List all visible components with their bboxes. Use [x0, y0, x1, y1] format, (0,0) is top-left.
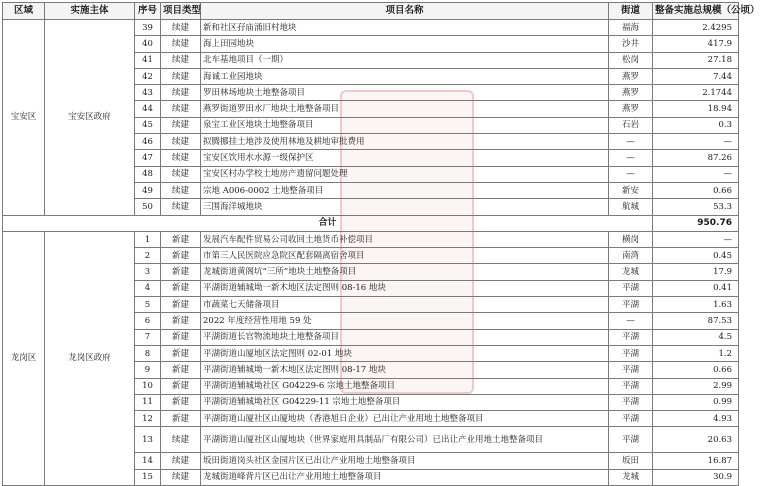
type-cell: 续建: [161, 469, 201, 485]
street-cell: 航城: [609, 199, 653, 215]
total-row: [3, 215, 739, 231]
street-cell: —: [609, 150, 653, 166]
project-name-cell: 平湖街道辅城坳社区 G04229-6 宗地土地整备项目: [201, 378, 609, 394]
type-cell: 新建: [161, 329, 201, 345]
scale-cell: 4.5: [653, 329, 739, 345]
scale-cell: 2.1744: [653, 85, 739, 101]
project-name-cell: 新和社区孖庙涌旧村地块: [201, 20, 609, 36]
serial-cell: 41: [135, 52, 161, 68]
column-header: 区域: [3, 3, 45, 20]
serial-cell: 44: [135, 101, 161, 117]
serial-cell: 49: [135, 182, 161, 198]
scale-cell: 87.53: [653, 313, 739, 329]
serial-cell: 45: [135, 117, 161, 133]
type-cell: 续建: [161, 20, 201, 36]
project-name-cell: 平湖街道山厦社区山厦地块（香港旭日企业）已出让产业用地土地整备项目: [201, 411, 609, 427]
district-cell: 龙岗区: [3, 231, 45, 485]
serial-cell: 6: [135, 313, 161, 329]
header-row: [3, 3, 739, 20]
serial-cell: 47: [135, 150, 161, 166]
scale-cell: 27.18: [653, 52, 739, 68]
scale-cell: 4.93: [653, 411, 739, 427]
type-cell: 新建: [161, 313, 201, 329]
scale-cell: 1.2: [653, 345, 739, 361]
serial-cell: 46: [135, 134, 161, 150]
project-name-cell: 宝安区饮用水水源一级保护区: [201, 150, 609, 166]
table-row: [3, 20, 739, 36]
type-cell: 续建: [161, 150, 201, 166]
type-cell: 新建: [161, 394, 201, 410]
serial-cell: 3: [135, 264, 161, 280]
type-cell: 新建: [161, 280, 201, 296]
total-label: 合计: [3, 215, 653, 231]
type-cell: 续建: [161, 453, 201, 469]
serial-cell: 43: [135, 85, 161, 101]
street-cell: —: [609, 313, 653, 329]
column-header: 整备实施总规模（公顷）: [653, 3, 739, 20]
district-cell: 宝安区: [3, 20, 45, 216]
scale-cell: —: [653, 231, 739, 247]
street-cell: 平湖: [609, 378, 653, 394]
street-cell: —: [609, 166, 653, 182]
total-value: 950.76: [653, 215, 739, 231]
project-name-cell: 市蔬菜七天储备项目: [201, 297, 609, 313]
street-cell: 平湖: [609, 394, 653, 410]
scale-cell: 53.3: [653, 199, 739, 215]
type-cell: 新建: [161, 264, 201, 280]
project-name-cell: 海诚工业园地块: [201, 68, 609, 84]
serial-cell: 13: [135, 427, 161, 453]
scale-cell: 0.99: [653, 394, 739, 410]
street-cell: 横岗: [609, 231, 653, 247]
street-cell: 松岗: [609, 52, 653, 68]
type-cell: 续建: [161, 52, 201, 68]
scale-cell: 0.41: [653, 280, 739, 296]
project-name-cell: 宗地 A006-0002 土地整备项目: [201, 182, 609, 198]
serial-cell: 40: [135, 36, 161, 52]
scale-cell: 0.45: [653, 248, 739, 264]
serial-cell: 14: [135, 453, 161, 469]
project-name-cell: 拟腾挪挂土地涉及使用林地及耕地审批费用: [201, 134, 609, 150]
scale-cell: 2.99: [653, 378, 739, 394]
column-header: 实施主体: [45, 3, 135, 20]
table-row: [3, 231, 739, 247]
street-cell: 平湖: [609, 345, 653, 361]
project-name-cell: 平湖街道辅城坳一新木地区法定图则 08-16 地块: [201, 280, 609, 296]
serial-cell: 10: [135, 378, 161, 394]
serial-cell: 5: [135, 297, 161, 313]
serial-cell: 1: [135, 231, 161, 247]
scale-cell: 417.9: [653, 36, 739, 52]
scale-cell: 0.66: [653, 182, 739, 198]
serial-cell: 15: [135, 469, 161, 485]
scale-cell: 7.44: [653, 68, 739, 84]
serial-cell: 9: [135, 362, 161, 378]
serial-cell: 48: [135, 166, 161, 182]
serial-cell: 7: [135, 329, 161, 345]
column-header: 项目名称: [201, 3, 609, 20]
scale-cell: 2.4295: [653, 20, 739, 36]
column-header: 街道: [609, 3, 653, 20]
street-cell: 新安: [609, 182, 653, 198]
serial-cell: 12: [135, 411, 161, 427]
scale-cell: —: [653, 166, 739, 182]
serial-cell: 2: [135, 248, 161, 264]
street-cell: 龙城: [609, 469, 653, 485]
project-name-cell: 龙城街道峰背片区已出让产业用地土地整备项目: [201, 469, 609, 485]
project-name-cell: 平湖街道辅城坳社区 G04229-11 宗地土地整备项目: [201, 394, 609, 410]
street-cell: 福海: [609, 20, 653, 36]
type-cell: 续建: [161, 36, 201, 52]
agency-cell: 龙岗区政府: [45, 231, 135, 485]
street-cell: 坂田: [609, 453, 653, 469]
project-name-cell: 坂田街道岗头社区金园片区已出让产业用地土地整备项目: [201, 453, 609, 469]
street-cell: 平湖: [609, 297, 653, 313]
street-cell: 龙城: [609, 264, 653, 280]
project-name-cell: 燕罗街道罗田水厂地块土地整备项目: [201, 101, 609, 117]
street-cell: 平湖: [609, 427, 653, 453]
street-cell: 平湖: [609, 362, 653, 378]
serial-cell: 11: [135, 394, 161, 410]
project-name-cell: 市第三人民医院应急院区配套隔离宿舍项目: [201, 248, 609, 264]
serial-cell: 50: [135, 199, 161, 215]
scale-cell: 87.26: [653, 150, 739, 166]
type-cell: 新建: [161, 378, 201, 394]
serial-cell: 8: [135, 345, 161, 361]
land-project-table: [2, 2, 760, 486]
column-header: 项目类型: [161, 3, 201, 20]
project-name-cell: 海上田园地块: [201, 36, 609, 52]
scale-cell: 30.9: [653, 469, 739, 485]
street-cell: 平湖: [609, 280, 653, 296]
serial-cell: 42: [135, 68, 161, 84]
type-cell: 新建: [161, 362, 201, 378]
scale-cell: 1.63: [653, 297, 739, 313]
project-name-cell: 龙城街道黄阁坑“三所”地块土地整备项目: [201, 264, 609, 280]
type-cell: 续建: [161, 68, 201, 84]
type-cell: 续建: [161, 166, 201, 182]
street-cell: —: [609, 134, 653, 150]
project-name-cell: 平湖街道山厦地区法定图则 02-01 地块: [201, 345, 609, 361]
column-header: 序号: [135, 3, 161, 20]
scale-cell: 17.9: [653, 264, 739, 280]
type-cell: 续建: [161, 182, 201, 198]
type-cell: 新建: [161, 297, 201, 313]
type-cell: 续建: [161, 101, 201, 117]
scale-cell: 0.66: [653, 362, 739, 378]
type-cell: 续建: [161, 134, 201, 150]
type-cell: 新建: [161, 231, 201, 247]
street-cell: 平湖: [609, 329, 653, 345]
scale-cell: 20.63: [653, 427, 739, 453]
street-cell: 沙井: [609, 36, 653, 52]
type-cell: 续建: [161, 117, 201, 133]
type-cell: 新建: [161, 345, 201, 361]
project-name-cell: 发展汽车配件贸易公司收回土地货币补偿项目: [201, 231, 609, 247]
type-cell: 新建: [161, 248, 201, 264]
street-cell: 燕罗: [609, 85, 653, 101]
type-cell: 续建: [161, 85, 201, 101]
scale-cell: 18.94: [653, 101, 739, 117]
street-cell: 平湖: [609, 411, 653, 427]
project-name-cell: 三围海洋城地块: [201, 199, 609, 215]
scale-cell: 16.87: [653, 453, 739, 469]
street-cell: 南湾: [609, 248, 653, 264]
project-name-cell: 平湖街道长官物流地块土地整备项目: [201, 329, 609, 345]
street-cell: 燕罗: [609, 68, 653, 84]
project-name-cell: 2022 年度经营性用地 59 处: [201, 313, 609, 329]
project-name-cell: 宝安区村办学校土地房产遗留问题处理: [201, 166, 609, 182]
agency-cell: 宝安区政府: [45, 20, 135, 216]
serial-cell: 39: [135, 20, 161, 36]
project-name-cell: 平湖街道辅城坳一新木地区法定图则 08-17 地块: [201, 362, 609, 378]
serial-cell: 4: [135, 280, 161, 296]
type-cell: 新建: [161, 411, 201, 427]
street-cell: 燕罗: [609, 101, 653, 117]
scale-cell: —: [653, 134, 739, 150]
type-cell: 续建: [161, 199, 201, 215]
project-name-cell: 泉宝工业区地块土地整备项目: [201, 117, 609, 133]
scale-cell: 0.3: [653, 117, 739, 133]
street-cell: 石岩: [609, 117, 653, 133]
type-cell: 续建: [161, 427, 201, 453]
project-name-cell: 罗田林场地块土地整备项目: [201, 85, 609, 101]
project-name-cell: 平湖街道山厦社区山厦地块（世界家庭用具制品厂有限公司）已出让产业用地土地整备项目: [201, 427, 609, 453]
project-name-cell: 北车基地项目（一期）: [201, 52, 609, 68]
